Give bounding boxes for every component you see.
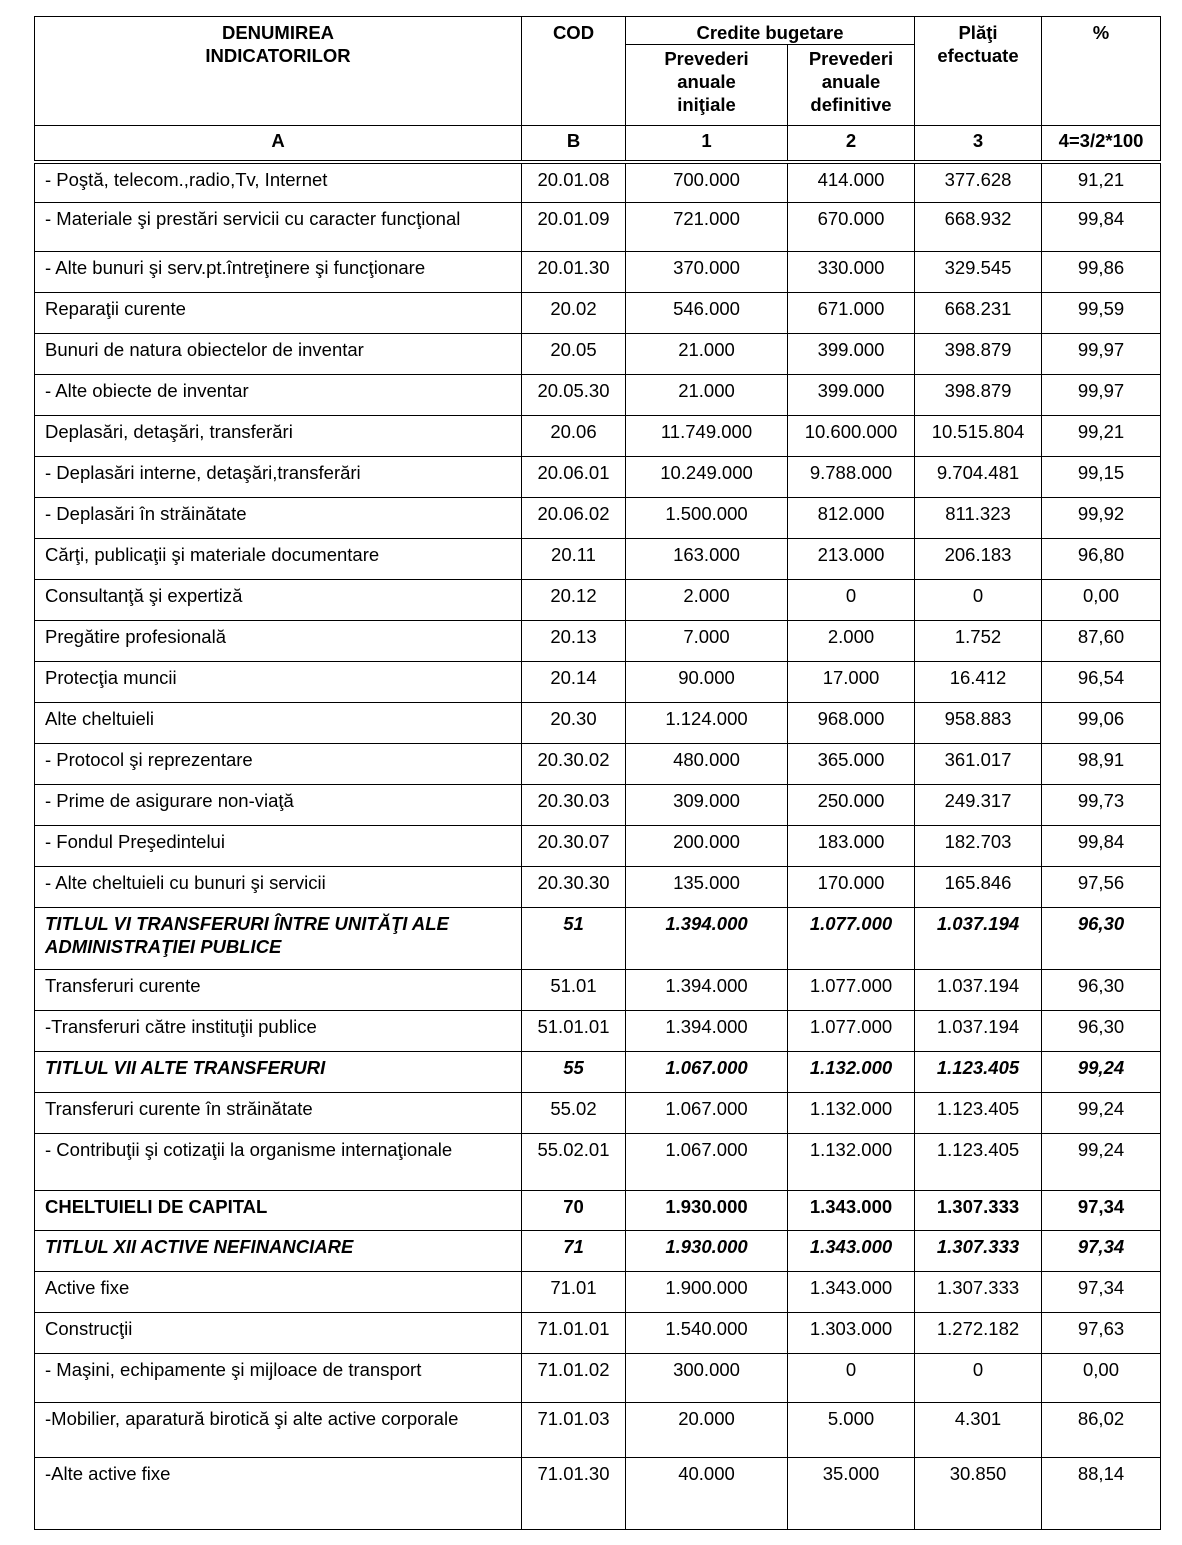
final-provision-cell: 1.343.000 [788,1271,915,1312]
table-row [35,907,1161,969]
initial-provision-cell: 1.067.000 [626,1092,788,1133]
payments-cell: 16.412 [915,661,1042,702]
code-cell: 20.01.08 [522,162,626,202]
indicator-name-cell: - Protocol şi reprezentare [35,743,522,784]
initial-provision-cell: 10.249.000 [626,456,788,497]
payments-cell: 668.231 [915,292,1042,333]
table-row [35,1402,1161,1457]
code-cell: 20.06.02 [522,497,626,538]
final-provision-cell: 330.000 [788,251,915,292]
payments-cell: 811.323 [915,497,1042,538]
header-payments: Plăţi efectuate [915,17,1042,126]
initial-provision-cell: 1.124.000 [626,702,788,743]
indicator-name-cell: TITLUL XII ACTIVE NEFINANCIARE [35,1230,522,1271]
indicator-name-cell: Construcţii [35,1312,522,1353]
indicator-name-cell: Cărţi, publicaţii şi materiale documentare [35,538,522,579]
payments-cell: 1.037.194 [915,907,1042,969]
percent-cell: 97,34 [1042,1271,1161,1312]
percent-cell: 99,06 [1042,702,1161,743]
header-indicator: DENUMIREA INDICATORILOR [35,17,522,126]
percent-cell: 96,30 [1042,969,1161,1010]
indicator-name-cell: -Transferuri către instituţii publice [35,1010,522,1051]
table-body [35,162,1161,1529]
indicator-name-cell: - Alte bunuri şi serv.pt.întreţinere şi funcţionare [35,251,522,292]
indicator-name-cell: - Prime de asigurare non-viaţă [35,784,522,825]
percent-cell: 99,15 [1042,456,1161,497]
initial-provision-cell: 1.500.000 [626,497,788,538]
indicator-name-cell: Pregătire profesională [35,620,522,661]
column-number-4: 4=3/2*100 [1042,126,1161,163]
percent-cell: 96,54 [1042,661,1161,702]
header-credits-group: Credite bugetare [626,17,915,45]
payments-cell: 1.037.194 [915,969,1042,1010]
table-row [35,162,1161,202]
initial-provision-cell: 1.394.000 [626,969,788,1010]
indicator-name-cell: - Poştă, telecom.,radio,Tv, Internet [35,162,522,202]
code-cell: 20.30.02 [522,743,626,784]
table-row [35,1271,1161,1312]
final-provision-cell: 671.000 [788,292,915,333]
final-provision-cell: 5.000 [788,1402,915,1457]
payments-cell: 182.703 [915,825,1042,866]
code-cell: 20.30.07 [522,825,626,866]
percent-cell: 96,30 [1042,1010,1161,1051]
final-provision-cell: 1.132.000 [788,1092,915,1133]
code-cell: 55.02.01 [522,1133,626,1190]
table-row [35,538,1161,579]
initial-provision-cell: 480.000 [626,743,788,784]
table-header [35,17,1161,163]
final-provision-cell: 17.000 [788,661,915,702]
initial-provision-cell: 1.394.000 [626,1010,788,1051]
table-row [35,333,1161,374]
table-row [35,661,1161,702]
table-row [35,1353,1161,1402]
column-number-3: 3 [915,126,1042,163]
table-row [35,415,1161,456]
code-cell: 55.02 [522,1092,626,1133]
code-cell: 20.05.30 [522,374,626,415]
header-final: Prevederi anuale definitive [788,45,915,126]
table-row [35,702,1161,743]
payments-cell: 4.301 [915,1402,1042,1457]
final-provision-cell: 365.000 [788,743,915,784]
table-row [35,292,1161,333]
payments-cell: 361.017 [915,743,1042,784]
final-provision-cell: 812.000 [788,497,915,538]
initial-provision-cell: 135.000 [626,866,788,907]
indicator-name-cell: Deplasări, detaşări, transferări [35,415,522,456]
final-provision-cell: 250.000 [788,784,915,825]
indicator-name-cell: - Contribuţii şi cotizaţii la organisme internaţionale [35,1133,522,1190]
code-cell: 20.11 [522,538,626,579]
initial-provision-cell: 163.000 [626,538,788,579]
indicator-name-cell: Active fixe [35,1271,522,1312]
percent-cell: 97,63 [1042,1312,1161,1353]
payments-cell: 1.307.333 [915,1190,1042,1230]
code-cell: 70 [522,1190,626,1230]
percent-cell: 86,02 [1042,1402,1161,1457]
payments-cell: 1.123.405 [915,1133,1042,1190]
code-cell: 71 [522,1230,626,1271]
payments-cell: 10.515.804 [915,415,1042,456]
final-provision-cell: 170.000 [788,866,915,907]
payments-cell: 958.883 [915,702,1042,743]
percent-cell: 99,73 [1042,784,1161,825]
table-row [35,825,1161,866]
code-cell: 71.01.01 [522,1312,626,1353]
header-code: COD [522,17,626,126]
table-row [35,1051,1161,1092]
payments-cell: 9.704.481 [915,456,1042,497]
table-row [35,1092,1161,1133]
column-number-2: 2 [788,126,915,163]
initial-provision-cell: 1.930.000 [626,1230,788,1271]
final-provision-cell: 414.000 [788,162,915,202]
final-provision-cell: 9.788.000 [788,456,915,497]
initial-provision-cell: 1.067.000 [626,1051,788,1092]
code-cell: 51 [522,907,626,969]
indicator-name-cell: - Materiale şi prestări servicii cu caracter funcţional [35,202,522,251]
initial-provision-cell: 7.000 [626,620,788,661]
initial-provision-cell: 721.000 [626,202,788,251]
table-row [35,251,1161,292]
payments-cell: 1.272.182 [915,1312,1042,1353]
initial-provision-cell: 200.000 [626,825,788,866]
percent-cell: 87,60 [1042,620,1161,661]
payments-cell: 1.123.405 [915,1051,1042,1092]
code-cell: 20.12 [522,579,626,620]
code-cell: 71.01 [522,1271,626,1312]
table-row [35,784,1161,825]
percent-cell: 0,00 [1042,579,1161,620]
percent-cell: 99,24 [1042,1092,1161,1133]
initial-provision-cell: 40.000 [626,1457,788,1529]
percent-cell: 99,97 [1042,374,1161,415]
percent-cell: 91,21 [1042,162,1161,202]
initial-provision-cell: 1.930.000 [626,1190,788,1230]
indicator-name-cell: - Maşini, echipamente şi mijloace de transport [35,1353,522,1402]
indicator-name-cell: -Alte active fixe [35,1457,522,1529]
code-cell: 55 [522,1051,626,1092]
payments-cell: 1.752 [915,620,1042,661]
initial-provision-cell: 370.000 [626,251,788,292]
table-row [35,1312,1161,1353]
percent-cell: 97,34 [1042,1190,1161,1230]
initial-provision-cell: 21.000 [626,374,788,415]
payments-cell: 206.183 [915,538,1042,579]
code-cell: 51.01.01 [522,1010,626,1051]
final-provision-cell: 1.132.000 [788,1133,915,1190]
indicator-name-cell: - Fondul Preşedintelui [35,825,522,866]
table-row [35,1133,1161,1190]
payments-cell: 398.879 [915,333,1042,374]
initial-provision-cell: 546.000 [626,292,788,333]
table-row [35,1457,1161,1529]
indicator-name-cell: Alte cheltuieli [35,702,522,743]
final-provision-cell: 0 [788,1353,915,1402]
column-number-1: 1 [626,126,788,163]
final-provision-cell: 399.000 [788,333,915,374]
percent-cell: 99,24 [1042,1133,1161,1190]
percent-cell: 99,24 [1042,1051,1161,1092]
code-cell: 20.05 [522,333,626,374]
initial-provision-cell: 300.000 [626,1353,788,1402]
table-row [35,202,1161,251]
code-cell: 20.30.30 [522,866,626,907]
final-provision-cell: 1.077.000 [788,969,915,1010]
code-cell: 20.01.09 [522,202,626,251]
code-cell: 71.01.30 [522,1457,626,1529]
header-row-top [35,17,1161,45]
payments-cell: 249.317 [915,784,1042,825]
budget-execution-table [34,16,1161,1530]
column-number-a: A [35,126,522,163]
percent-cell: 88,14 [1042,1457,1161,1529]
indicator-name-cell: TITLUL VII ALTE TRANSFERURI [35,1051,522,1092]
payments-cell: 329.545 [915,251,1042,292]
initial-provision-cell: 90.000 [626,661,788,702]
percent-cell: 0,00 [1042,1353,1161,1402]
initial-provision-cell: 11.749.000 [626,415,788,456]
final-provision-cell: 183.000 [788,825,915,866]
payments-cell: 1.307.333 [915,1230,1042,1271]
code-cell: 20.06 [522,415,626,456]
percent-cell: 99,86 [1042,251,1161,292]
initial-provision-cell: 20.000 [626,1402,788,1457]
percent-cell: 99,59 [1042,292,1161,333]
header-initial: Prevederi anuale iniţiale [626,45,788,126]
code-cell: 51.01 [522,969,626,1010]
table-row [35,743,1161,784]
final-provision-cell: 35.000 [788,1457,915,1529]
table-row [35,456,1161,497]
payments-cell: 668.932 [915,202,1042,251]
final-provision-cell: 968.000 [788,702,915,743]
initial-provision-cell: 700.000 [626,162,788,202]
final-provision-cell: 213.000 [788,538,915,579]
indicator-name-cell: -Mobilier, aparatură birotică şi alte active corporale [35,1402,522,1457]
final-provision-cell: 0 [788,579,915,620]
payments-cell: 0 [915,579,1042,620]
initial-provision-cell: 2.000 [626,579,788,620]
table-row [35,374,1161,415]
payments-cell: 398.879 [915,374,1042,415]
final-provision-cell: 1.132.000 [788,1051,915,1092]
indicator-name-cell: - Alte obiecte de inventar [35,374,522,415]
indicator-name-cell: - Deplasări interne, detaşări,transferări [35,456,522,497]
payments-cell: 377.628 [915,162,1042,202]
percent-cell: 96,80 [1042,538,1161,579]
initial-provision-cell: 1.067.000 [626,1133,788,1190]
code-cell: 20.06.01 [522,456,626,497]
indicator-name-cell: Bunuri de natura obiectelor de inventar [35,333,522,374]
percent-cell: 98,91 [1042,743,1161,784]
initial-provision-cell: 309.000 [626,784,788,825]
code-cell: 20.02 [522,292,626,333]
payments-cell: 0 [915,1353,1042,1402]
indicator-name-cell: Reparaţii curente [35,292,522,333]
code-cell: 20.14 [522,661,626,702]
payments-cell: 1.037.194 [915,1010,1042,1051]
payments-cell: 1.307.333 [915,1271,1042,1312]
final-provision-cell: 1.303.000 [788,1312,915,1353]
final-provision-cell: 670.000 [788,202,915,251]
payments-cell: 1.123.405 [915,1092,1042,1133]
initial-provision-cell: 1.394.000 [626,907,788,969]
header-percent: % [1042,17,1161,126]
payments-cell: 30.850 [915,1457,1042,1529]
percent-cell: 97,34 [1042,1230,1161,1271]
final-provision-cell: 2.000 [788,620,915,661]
table-row [35,579,1161,620]
table-row [35,1190,1161,1230]
table-row [35,497,1161,538]
code-cell: 20.30.03 [522,784,626,825]
initial-provision-cell: 21.000 [626,333,788,374]
column-number-row [35,126,1161,163]
table-row [35,866,1161,907]
code-cell: 20.13 [522,620,626,661]
indicator-name-cell: - Deplasări în străinătate [35,497,522,538]
indicator-name-cell: TITLUL VI TRANSFERURI ÎNTRE UNITĂŢI ALE ADMINISTRAŢIEI PUBLICE [35,907,522,969]
code-cell: 71.01.03 [522,1402,626,1457]
code-cell: 71.01.02 [522,1353,626,1402]
code-cell: 20.30 [522,702,626,743]
table-row [35,620,1161,661]
final-provision-cell: 399.000 [788,374,915,415]
payments-cell: 165.846 [915,866,1042,907]
table-row [35,1010,1161,1051]
percent-cell: 99,92 [1042,497,1161,538]
final-provision-cell: 1.343.000 [788,1190,915,1230]
percent-cell: 96,30 [1042,907,1161,969]
indicator-name-cell: Transferuri curente în străinătate [35,1092,522,1133]
code-cell: 20.01.30 [522,251,626,292]
table-row [35,1230,1161,1271]
indicator-name-cell: Protecţia muncii [35,661,522,702]
indicator-name-cell: Transferuri curente [35,969,522,1010]
percent-cell: 99,84 [1042,825,1161,866]
initial-provision-cell: 1.540.000 [626,1312,788,1353]
indicator-name-cell: - Alte cheltuieli cu bunuri şi servicii [35,866,522,907]
final-provision-cell: 10.600.000 [788,415,915,456]
percent-cell: 97,56 [1042,866,1161,907]
percent-cell: 99,21 [1042,415,1161,456]
final-provision-cell: 1.077.000 [788,1010,915,1051]
table-row [35,969,1161,1010]
column-number-b: B [522,126,626,163]
initial-provision-cell: 1.900.000 [626,1271,788,1312]
percent-cell: 99,84 [1042,202,1161,251]
indicator-name-cell: CHELTUIELI DE CAPITAL [35,1190,522,1230]
indicator-name-cell: Consultanţă şi expertiză [35,579,522,620]
final-provision-cell: 1.343.000 [788,1230,915,1271]
final-provision-cell: 1.077.000 [788,907,915,969]
percent-cell: 99,97 [1042,333,1161,374]
